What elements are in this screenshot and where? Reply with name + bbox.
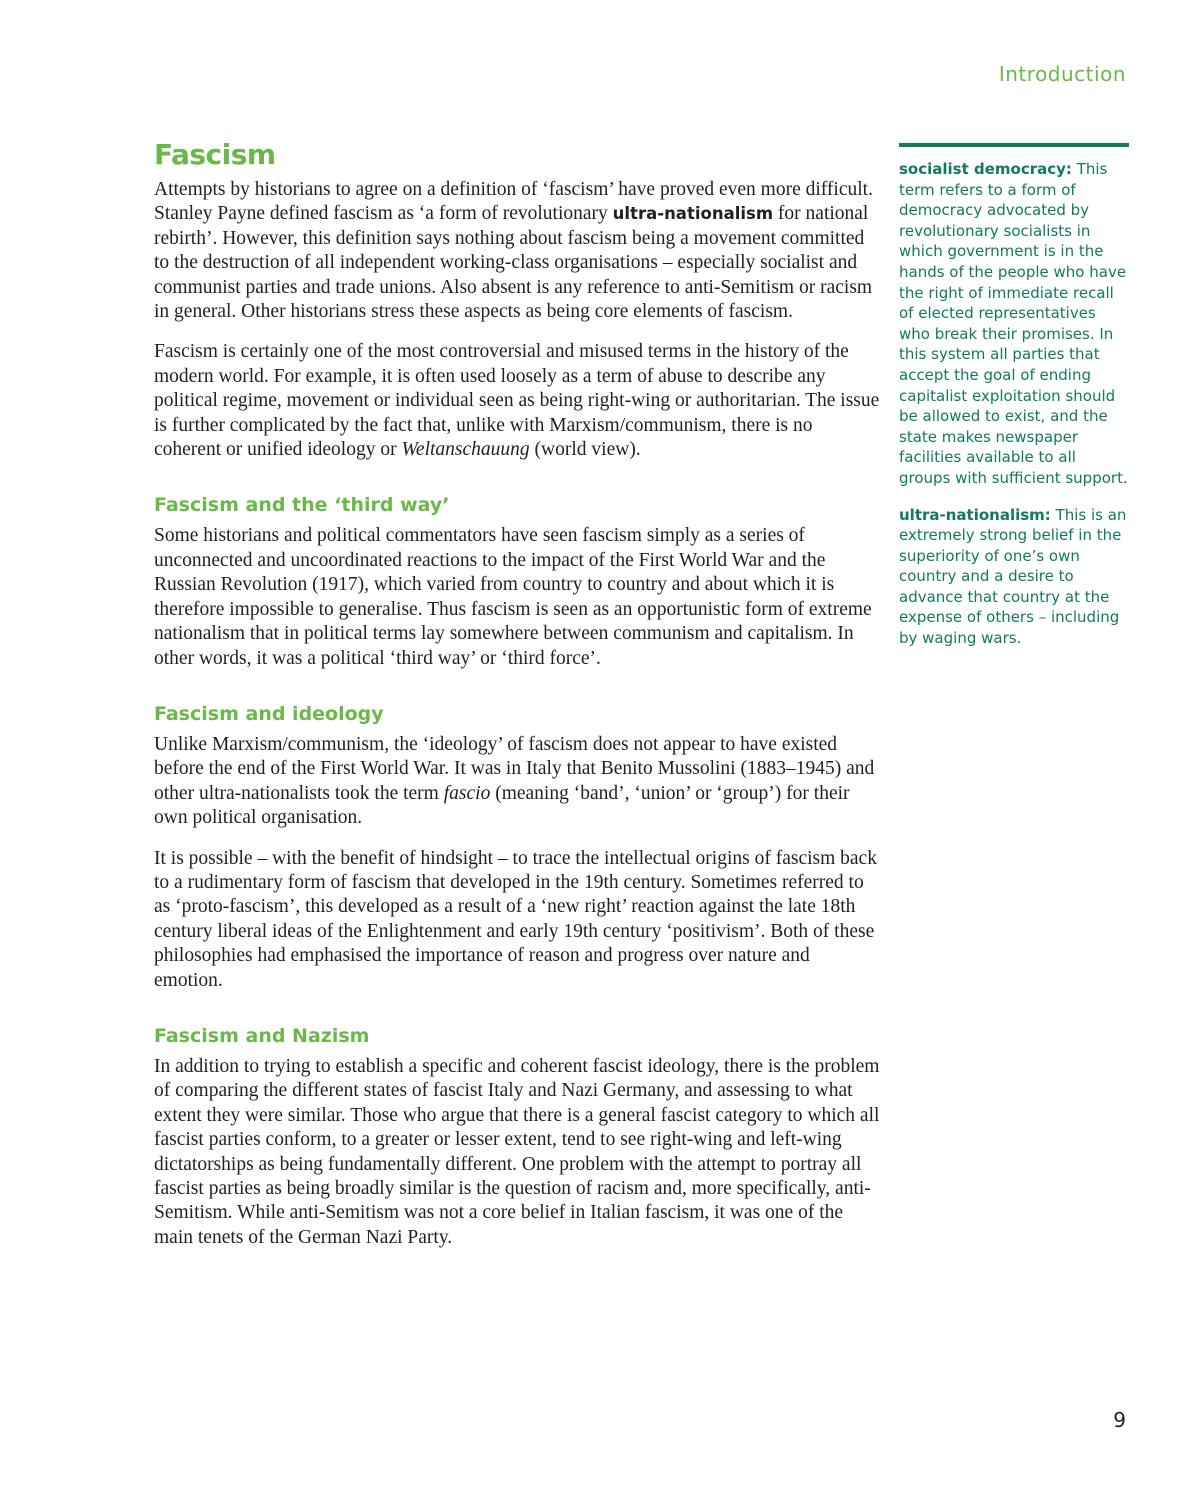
page-number: 9 (1113, 1408, 1126, 1432)
glossary-definition: This is an extremely strong belief in the superiority of one’s own country and a desire to advance that country at the expense of others – including by waging wars. (899, 505, 1127, 648)
glossary-definition: This term refers to a form of democracy advocated by revolutionary socialists in which government is in the hands of the people who have the right of immediate recall of elected representatives who break their promises. In this system all parties that accept the goal of ending capitalist exploitation should be allowed to exist, and the state makes newspaper facilities available to all groups with sufficient support. (899, 160, 1128, 487)
chapter-title: Fascism (154, 138, 276, 171)
section-heading-ideology: Fascism and ideology (154, 702, 384, 725)
nazism-paragraph: In addition to trying to establish a specific and coherent fascist ideology, there is the problem of comparing the different states of fascist Italy and Nazi Germany, and assessing to what extent they were similar. Those who argue that there is a general fascist category to which all fascist parties conform, to a greater or lesser extent, tend to see right-wing and left-wing dictatorships as being fundamentally different. One problem with the attempt to portray all fascist parties as being broadly similar is the question of racism and, more specifically, anti-Semitism. While anti-Semitism was not a core belief in Italian fascism, it was one of the main tenets of the German Nazi Party. (154, 1055, 880, 1248)
section-heading-nazism: Fascism and Nazism (154, 1024, 370, 1047)
section-heading-third-way: Fascism and the ‘third way’ (154, 494, 450, 517)
glossary-term: socialist democracy: (899, 160, 1072, 178)
intro-p1-text-a: Attempts by historians to agree on a definition of ‘fascism’ have proved even more difficult. Stanley Payne defined fascism as ‘a form of revolutionary (154, 179, 873, 225)
glossary-term: ultra-nationalism: (899, 505, 1051, 524)
italic-weltanschauung: Weltanschauung (401, 439, 530, 461)
glossary-entry-ultra-nationalism (899, 505, 1129, 649)
intro-p2-text-b: (world view). (529, 439, 641, 461)
intro-paragraph-1 (154, 178, 880, 324)
glossary-entry-socialist-democracy (899, 159, 1129, 489)
ideology-paragraph-1 (154, 733, 880, 831)
italic-fascio: fascio (443, 782, 491, 804)
third-way-paragraph: Some historians and political commentators have seen fascism simply as a series of unconnected and uncoordinated reactions to the impact of the First World War and the Russian Revolution (1917), which varied from country to country and about which it is therefore impossible to generalise. Thus fascism is seen as an opportunistic form of extreme nationalism that in political terms lay somewhere between communism and capitalism. In other words, it was a political ‘third way’ or ‘third force’. (154, 525, 872, 669)
keyword-ultra-nationalism: ultra-nationalism (612, 204, 774, 224)
intro-p2-text-a: Fascism is certainly one of the most controversial and misused terms in the history of the modern world. For example, it is often used loosely as a term of abuse to describe any political regime, movement or individual seen as being right-wing or authoritarian. The issue is further complicated by the fact that, unlike with Marxism/communism, there is no coherent or unified ideology or (154, 341, 880, 461)
intro-p1-text-b: for national rebirth’. However, this definition says nothing about fascism being a movement committed to the destruction of all independent working-class organisations – especially socialist and communist parties and trade unions. Also absent is any reference to anti-Semitism or racism in general. Other historians stress these aspects as being core elements of fascism. (154, 203, 873, 323)
ideology-p1-text-b: (meaning ‘band’, ‘union’ or ‘group’) for their own political organisation. (154, 782, 850, 829)
running-header: Introduction (998, 62, 1126, 86)
main-content (154, 136, 880, 1266)
ideology-p1-text-a: Unlike Marxism/communism, the ‘ideology’ of fascism does not appear to have existed before the end of the First World War. It was in Italy that Benito Mussolini (1883–1945) and other ultra-nationalists took the term (154, 733, 875, 804)
glossary-sidebar (899, 143, 1129, 665)
ideology-paragraph-2: It is possible – with the benefit of hindsight – to trace the intellectual origins of fascism back to a rudimentary form of fascism that developed in the 19th century. Sometimes referred to as ‘proto-fascism’, this developed as a result of a ‘new right’ reaction against the late 18th century liberal ideas of the Enlightenment and early 19th century ‘positivism’. Both of these philosophies had emphasised the importance of reason and progress over nature and emotion. (154, 847, 877, 991)
intro-paragraph-2 (154, 340, 880, 462)
